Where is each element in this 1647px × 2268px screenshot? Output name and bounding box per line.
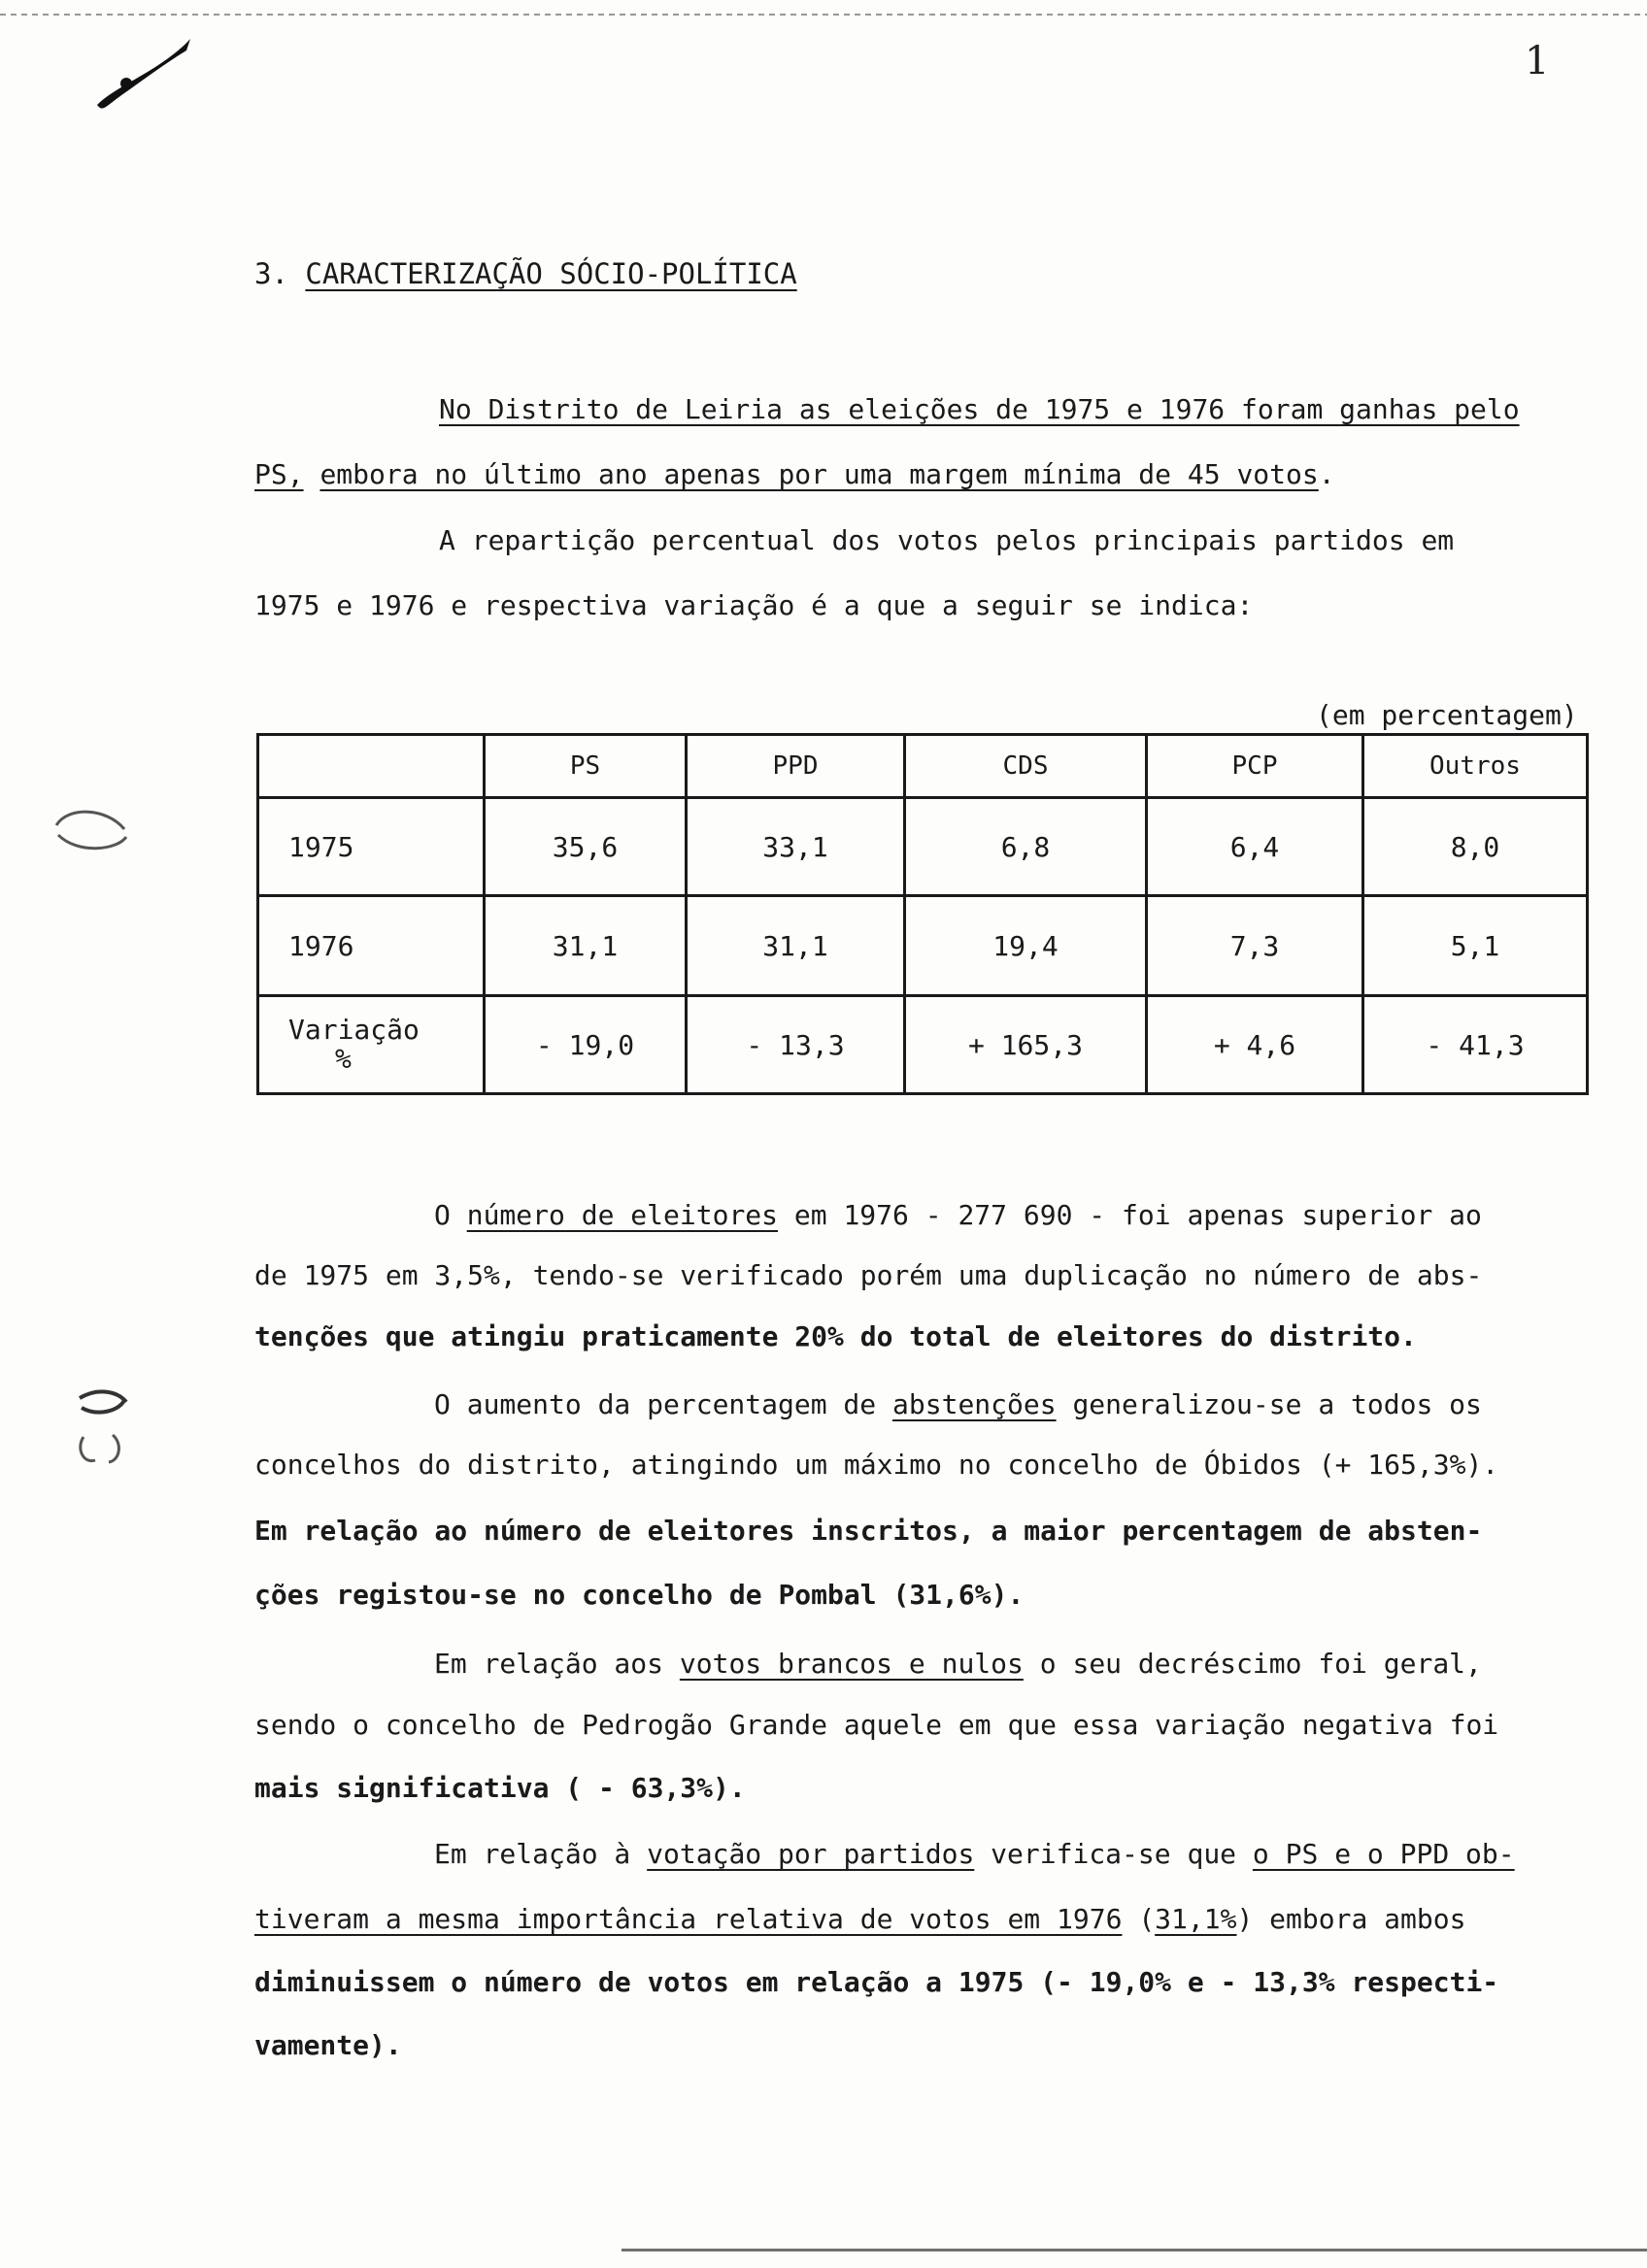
table-cell: 31,1 (687, 896, 905, 996)
table-header-cell: PS (485, 735, 687, 798)
table-row (258, 798, 1588, 896)
row-label: Variação % (258, 996, 485, 1094)
top-scan-edge (0, 14, 1647, 16)
section-heading (254, 257, 797, 290)
row-label: 1975 (258, 798, 485, 896)
table-header-cell: CDS (905, 735, 1147, 798)
table-cell: 6,8 (905, 798, 1147, 896)
table-cell: - 13,3 (687, 996, 905, 1094)
table-cell: - 41,3 (1363, 996, 1588, 1094)
para6-line1: Em relação à votação por partidos verifica-se que o PS e o PPD ob- (434, 1838, 1515, 1870)
para3-line2: de 1975 em 3,5%, tendo-se verificado porém uma duplicação no número de abs- (254, 1259, 1483, 1291)
table-header-row (258, 735, 1588, 798)
table-cell: 6,4 (1147, 798, 1363, 896)
margin-smudge-mark (70, 1379, 138, 1466)
table-cell: 31,1 (485, 896, 687, 996)
table-row (258, 996, 1588, 1094)
table-cell: 8,0 (1363, 798, 1588, 896)
margin-smudge-mark (49, 796, 136, 874)
page-number: 1 (1525, 39, 1550, 83)
table-cell: + 4,6 (1147, 996, 1363, 1094)
para3-line3: tenções que atingiu praticamente 20% do total de eleitores do distrito. (254, 1320, 1417, 1352)
para4-line1: O aumento da percentagem de abstenções generalizou-se a todos os (434, 1388, 1482, 1420)
section-title: CARACTERIZAÇÃO SÓCIO-POLÍTICA (305, 257, 797, 290)
para2-line1: A repartição percentual dos votos pelos principais partidos em (439, 524, 1455, 556)
table-header-cell: PCP (1147, 735, 1363, 798)
para5-line3: mais significativa ( - 63,3%). (254, 1772, 746, 1804)
para1-line2: PS, embora no último ano apenas por uma margem mínima de 45 votos. (254, 458, 1335, 490)
table-header-cell: PPD (687, 735, 905, 798)
para4-line4: ções registou-se no concelho de Pombal (31,6%). (254, 1579, 1025, 1611)
table-cell: 7,3 (1147, 896, 1363, 996)
table-cell: + 165,3 (905, 996, 1147, 1094)
para5-line2: sendo o concelho de Pedrogão Grande aquele em que essa variação negativa foi (254, 1709, 1499, 1741)
table-unit-label: (em percentagem) (1316, 699, 1578, 731)
vote-share-table (256, 733, 1589, 1095)
table-cell: 33,1 (687, 798, 905, 896)
bottom-scan-edge (622, 2249, 1647, 2251)
table-cell: 35,6 (485, 798, 687, 896)
row-label: 1976 (258, 896, 485, 996)
table-cell: 19,4 (905, 896, 1147, 996)
table-header-cell: Outros (1363, 735, 1588, 798)
para1-line1: No Distrito de Leiria as eleições de 1975 e 1976 foram ganhas pelo (439, 393, 1520, 425)
para6-line3: diminuissem o número de votos em relação a 1975 (- 19,0% e - 13,3% respecti- (254, 1966, 1499, 1998)
para6-line4: vamente). (254, 2029, 402, 2061)
para4-line3: Em relação ao número de eleitores inscritos, a maior percentagem de absten- (254, 1515, 1483, 1547)
para4-line2: concelhos do distrito, atingindo um máximo no concelho de Óbidos (+ 165,3%). (254, 1449, 1499, 1481)
table-row (258, 896, 1588, 996)
table-cell: 5,1 (1363, 896, 1588, 996)
section-number: 3. (254, 257, 288, 290)
table-cell: - 19,0 (485, 996, 687, 1094)
para3-line1: O número de eleitores em 1976 - 277 690 - foi apenas superior ao (434, 1199, 1482, 1231)
para5-line1: Em relação aos votos brancos e nulos o seu decréscimo foi geral, (434, 1648, 1482, 1680)
ink-smudge-mark (89, 29, 196, 117)
para2-line2: 1975 e 1976 e respectiva variação é a que a seguir se indica: (254, 589, 1254, 621)
para6-line2: tiveram a mesma importância relativa de votos em 1976 (31,1%) embora ambos (254, 1903, 1466, 1935)
table-header-cell (258, 735, 485, 798)
